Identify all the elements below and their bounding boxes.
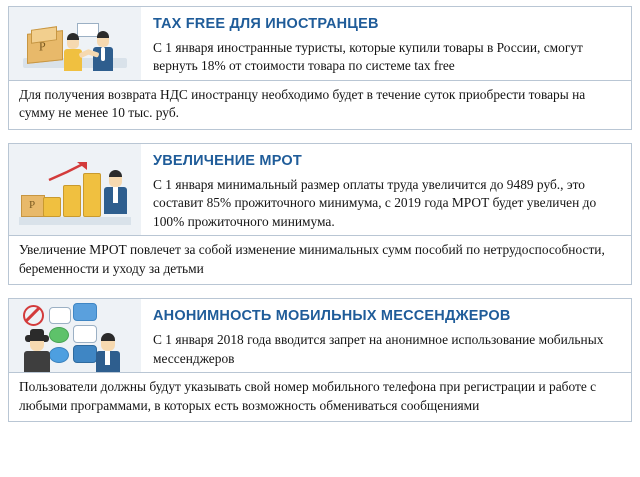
ground-shape [19,217,131,225]
messengers-illustration [9,299,141,372]
card-mrot-title: УВЕЛИЧЕНИЕ МРОТ [153,152,302,169]
card-tax-free-body [141,7,631,80]
card-messengers-body [141,299,631,372]
card-mrot-lead: С 1 января минимальный размер оплаты труда увеличится до 9489 руб., это составит 85% прожиточного минимума, с 2019 года МРОТ будет увеличен до 100% прожиточного минимума. [153,176,597,229]
card-tax-free-title: TAX FREE ДЛЯ ИНОСТРАНЦЕВ [153,16,379,32]
card-mrot-foot: Увеличение МРОТ повлечет за собой изменение минимальных сумм пособий по нетрудоспособности, беременности и уходу за детьми [9,235,631,284]
card-tax-free [8,6,632,130]
tax-free-illustration [9,7,141,80]
skype-bubble-icon [49,347,69,363]
anonymous-torso [24,351,50,372]
card-messengers [8,298,632,422]
person-yellow-face [67,40,79,49]
person-blue-shirt [101,47,105,61]
anonymous-hat-icon [30,329,44,337]
card-messengers-top [9,299,631,372]
person-face [101,341,115,351]
whatsapp-bubble-icon [49,327,69,343]
person-face [109,177,122,187]
coin-stack-medium-icon [63,185,81,217]
person-blue-face [97,38,109,47]
ban-icon [23,305,44,326]
coin-stack-small-icon [43,197,61,217]
ruble-box-icon [21,195,45,217]
card-mrot-body [141,144,631,235]
card-mrot-top [9,144,631,235]
card-messengers-title: АНОНИМНОСТЬ МОБИЛЬНЫХ МЕССЕНДЖЕРОВ [153,308,511,325]
card-messengers-foot: Пользователи должны будут указывать свой номер мобильного телефона при регистрации и работе с любыми программами, в которых есть возможность обмениваться сообщениями [9,372,631,421]
messenger-bubble-icon [73,345,97,363]
card-tax-free-lead: С 1 января иностранные туристы, которые купили товары в России, смогут вернуть 18% от стоимости товара по системе tax free [153,39,583,74]
chat-bubble-icon [73,325,97,343]
person-shirt [113,187,118,203]
growth-arrow-icon [47,160,99,182]
card-messengers-lead: С 1 января 2018 года вводится запрет на анонимное использование мобильных мессенджеров [153,332,604,366]
anonymous-face [30,341,44,351]
person-shirt [105,351,110,365]
mrot-coins-illustration [9,144,141,235]
sign-icon [77,23,99,37]
chat-bubble-icon [49,307,71,324]
card-tax-free-foot: Для получения возврата НДС иностранцу необходимо будет в течение суток приобрести товары на сумму не менее 10 тыс. руб. [9,80,631,129]
card-mrot [8,143,632,285]
telegram-bubble-icon [73,303,97,321]
card-tax-free-top [9,7,631,80]
